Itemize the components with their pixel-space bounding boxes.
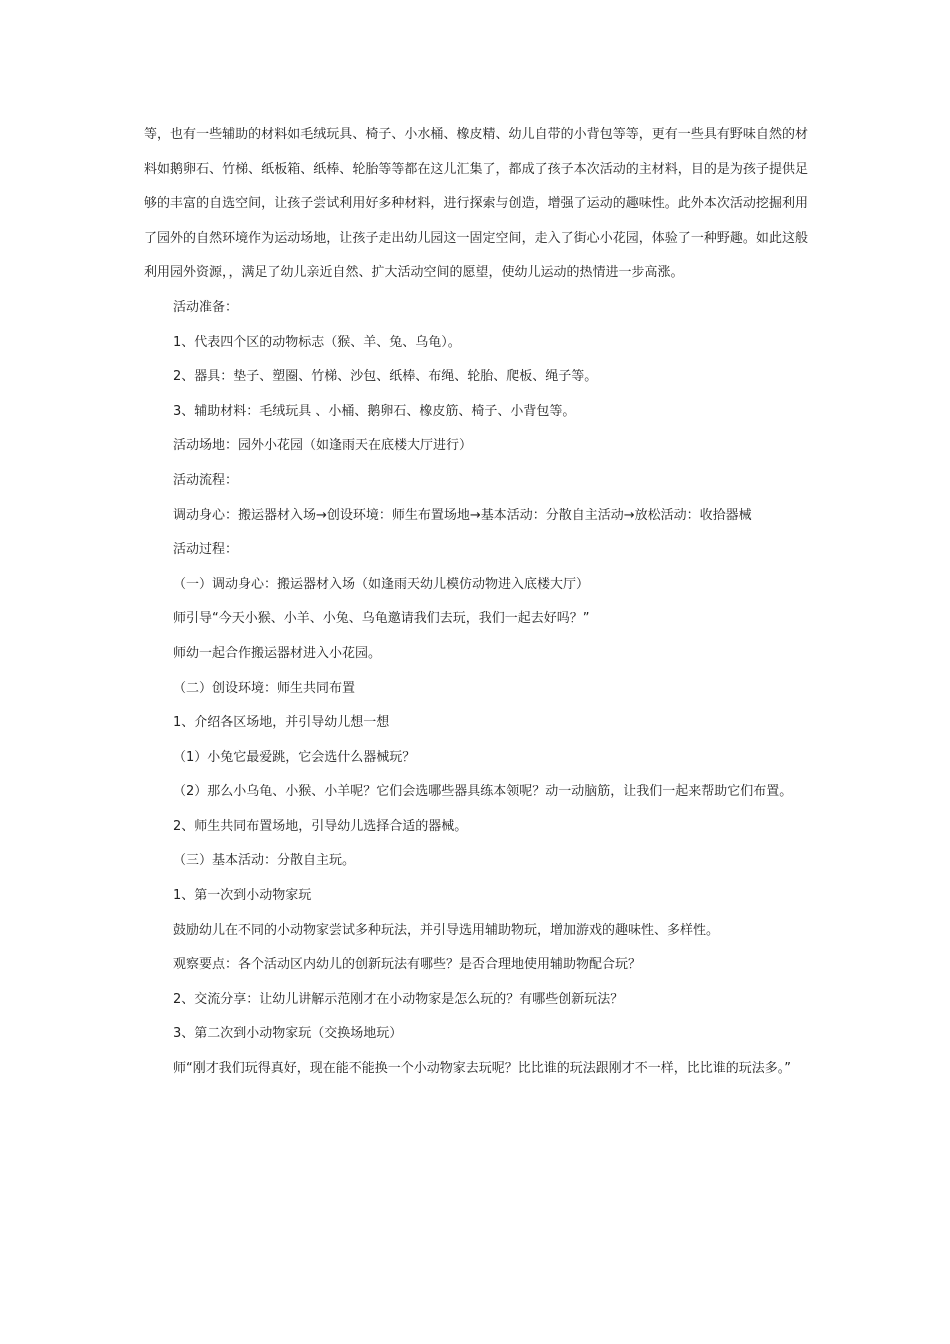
paragraph: 等，也有一些辅助的材料如毛绒玩具、椅子、小水桶、橡皮精、幼儿自带的小背包等等，更有一些具有野味自然的材料如鹅卵石、竹梯、纸板箱、纸棒、轮胎等等都在这儿汇集了，都成了孩子本次活动的主材料，目的是为孩子提供足够的丰富的自选空间，让孩子尝试利用好多种材料，进行探索与创造，增强了运动的趣味性。此外本次活动挖掘利用了园外的自然环境作为运动场地，让孩子走出幼儿园这一固定空间，走入了街心小花园，体验了一种野趣。如此这般利用园外资源，，满足了幼儿亲近自然、扩大活动空间的愿望，使幼儿运动的热情进一步高涨。 — [144, 127, 808, 281]
paragraph: 3、第二次到小动物家玩（交换场地玩） — [173, 1026, 403, 1042]
paragraph: （1）小兔它最爱跳，它会选什么器械玩？ — [173, 749, 416, 765]
paragraph: 师引导“今天小猴、小羊、小兔、乌龟邀请我们去玩，我们一起去好吗？” — [173, 611, 590, 627]
paragraph: 师“刚才我们玩得真好，现在能不能换一个小动物家去玩呢？比比谁的玩法跟刚才不一样，比比谁的玩法多。” — [173, 1061, 791, 1077]
paragraph: 活动流程： — [173, 472, 239, 488]
paragraph: 鼓励幼儿在不同的小动物家尝试多种玩法，并引导选用辅助物玩，增加游戏的趣味性、多样性。 — [173, 922, 720, 938]
paragraph: 2、交流分享：让幼儿讲解示范刚才在小动物家是怎么玩的？有哪些创新玩法？ — [173, 991, 624, 1007]
paragraph: 活动场地：园外小花园（如逢雨天在底楼大厅进行） — [173, 438, 473, 454]
paragraph: 1、第一次到小动物家玩 — [173, 888, 312, 904]
paragraph: 师幼一起合作搬运器材进入小花园。 — [173, 645, 382, 661]
paragraph: 2、师生共同布置场地，引导幼儿选择合适的器械。 — [173, 818, 468, 834]
paragraph: （一）调动身心：搬运器材入场（如逢雨天幼儿模仿动物进入底楼大厅） — [173, 576, 590, 592]
paragraph: 活动过程： — [173, 542, 239, 558]
paragraph: （二）创设环境：师生共同布置 — [173, 680, 356, 696]
paragraph: 调动身心：搬运器材入场→创设环境：师生布置场地→基本活动：分散自主活动→放松活动：收拾器械 — [173, 507, 752, 523]
paragraph: 3、辅助材料：毛绒玩具 、小桶、鹅卵石、橡皮筋、椅子、小背包等。 — [173, 403, 576, 419]
document-body — [144, 118, 808, 1087]
paragraph: 1、代表四个区的动物标志（猴、羊、兔、乌龟）。 — [173, 334, 461, 350]
paragraph: 活动准备： — [173, 299, 239, 315]
paragraph: （三）基本活动：分散自主玩。 — [173, 853, 356, 869]
paragraph: 观察要点：各个活动区内幼儿的创新玩法有哪些？是否合理地使用辅助物配合玩？ — [173, 957, 642, 973]
paragraph: 2、器具：垫子、塑圈、竹梯、沙包、纸棒、布绳、轮胎、爬板、绳子等。 — [173, 369, 598, 385]
paragraph: 1、介绍各区场地，并引导幼儿想一想 — [173, 715, 390, 731]
paragraph: （2）那么小乌龟、小猴、小羊呢？它们会选哪些器具练本领呢？动一动脑筋，让我们一起来帮助它们布置。 — [173, 784, 793, 800]
